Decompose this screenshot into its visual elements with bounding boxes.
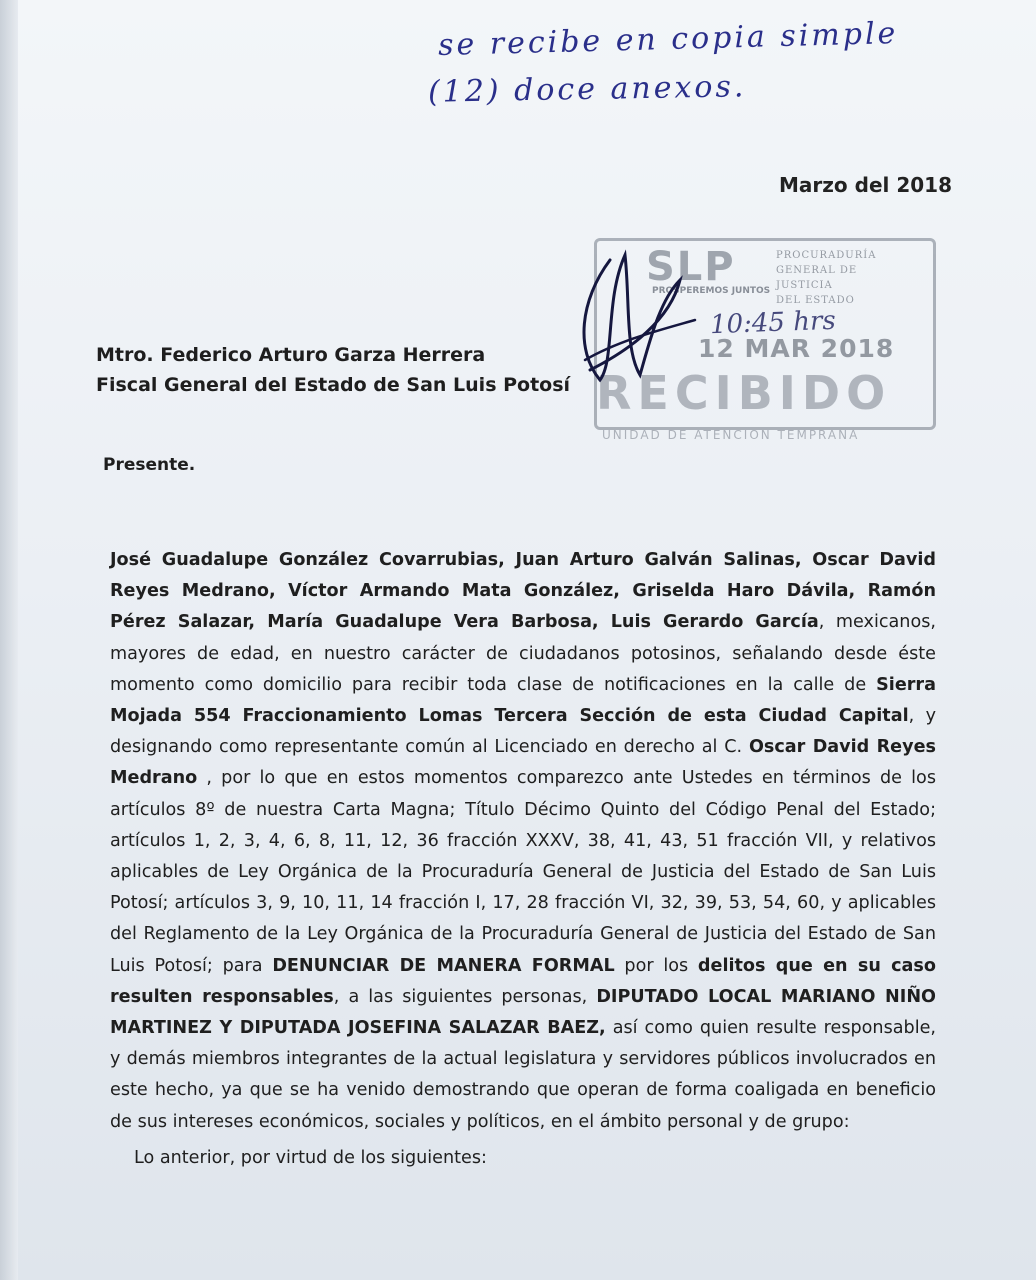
signature-icon: [570, 240, 700, 390]
addressee-title: Fiscal General del Estado de San Luis Potosí: [96, 374, 571, 396]
body-text-4: por los: [614, 955, 698, 976]
stamp-org-line3: DEL ESTADO: [776, 295, 855, 306]
body-text-2: , y designando como representante común al Licenciado en derecho al C.: [110, 706, 936, 758]
body-text-5: , a las siguientes personas,: [333, 986, 597, 1007]
document-date: Marzo del 2018: [779, 173, 952, 197]
notification-address: Sierra Mojada 554 Fraccionamiento Lomas Tercera Sección de esta Ciudad Capital: [110, 674, 936, 727]
formal-complaint: DENUNCIAR DE MANERA FORMAL: [272, 955, 615, 976]
common-representative: Oscar David Reyes Medrano: [110, 737, 936, 789]
stamp-handwritten-time: 10:45 hrs: [709, 305, 837, 341]
body-paragraph: [110, 545, 936, 1138]
handwritten-note-line2: (12) doce anexos.: [427, 69, 747, 110]
stamp-logo: SLP: [646, 244, 736, 290]
stamp-date: 12 MAR 2018: [698, 334, 895, 363]
offenses: delitos que en su caso resulten responsables: [110, 955, 936, 1007]
stamp-unit: UNIDAD DE ATENCIÓN TEMPRANA: [602, 428, 860, 442]
stamp-status: RECIBIDO: [596, 366, 892, 420]
complainant-names: José Guadalupe González Covarrubias, Juan Arturo Galván Salinas, Oscar David Reyes Medrano, Víctor Armando Mata González, Griselda Haro Dávila, Ramón Pérez Salazar, María Guadalupe Vera Barbosa, Luis Gerardo García: [110, 550, 936, 633]
stamp-org-line1: PROCURADURÍA: [776, 250, 877, 261]
addressee-block: [96, 340, 570, 400]
body-text-1: , mexicanos, mayores de edad, en nuestro carácter de ciudadanos potosinos, señalando desde éste momento como domicilio para recibir toda clase de notificaciones en la calle de: [110, 612, 936, 695]
addressee-name: Mtro. Federico Arturo Garza Herrera: [96, 344, 486, 366]
page-shadow: [0, 0, 18, 1280]
handwritten-note-line1: se recibe en copia simple: [437, 15, 899, 64]
greeting: Presente.: [103, 455, 196, 475]
body-text-3: , por lo que en estos momentos comparezco ante Ustedes en términos de los artículos 8º de nuestra Carta Magna; Título Décimo Quinto del Código Penal del Estado; artículos 1, 2, 3, 4, 6, 8, 11, 12, 36 fracción XXXV, 38, 41, 43, 51 fracción VII, y relativos aplicables de Ley Orgánica de la Procuraduría General de Justicia del Estado de San Luis Potosí; artículos 3, 9, 10, 11, 14 fracción I, 17, 28 fracción VI, 32, 39, 53, 54, 60, y aplicables del Reglamento de la Ley Orgánica de la Procuraduría General de Justicia del Estado de San Luis Potosí; para: [110, 768, 936, 976]
stamp-org-line2: GENERAL DE JUSTICIA: [776, 265, 858, 291]
stamp-organization: [776, 248, 916, 308]
stamp-motto: PROSPEREMOS JUNTOS: [652, 286, 771, 296]
body-text-6: así como quien resulte responsable, y demás miembros integrantes de la actual legislatura y servidores públicos involucrados en este hecho, ya que se ha venido demostrando que operan de forma coaligada en beneficio de sus intereses económicos, sociales y políticos, en el ámbito personal y de grupo:: [110, 1018, 937, 1132]
accused-persons: DIPUTADO LOCAL MARIANO NIÑO MARTINEZ Y DIPUTADA JOSEFINA SALAZAR BAEZ,: [110, 986, 937, 1039]
closing-line: Lo anterior, por virtud de los siguientes:: [134, 1148, 487, 1168]
